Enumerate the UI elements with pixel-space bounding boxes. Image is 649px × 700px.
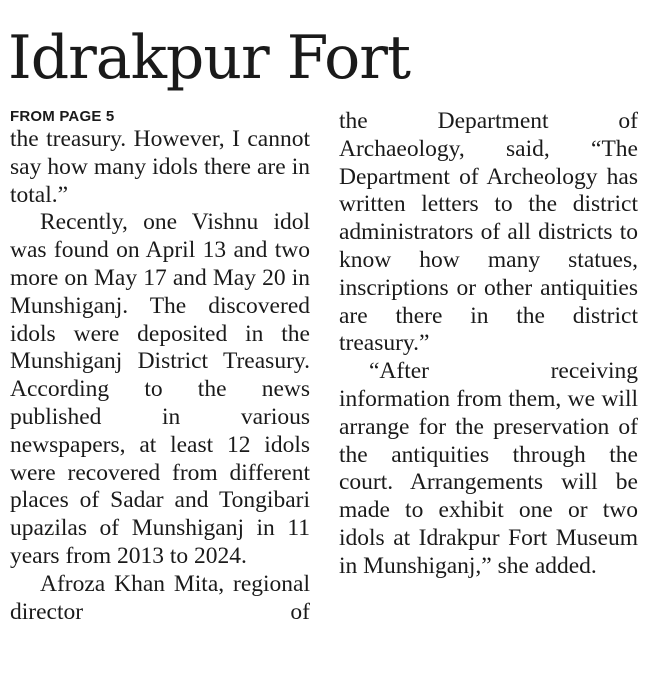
paragraph: Recently, one Vishnu idol was found on April 13 and two more on May 17 and May 20 in Munshiganj. The discovered idols were deposited in the Munshiganj District Treasury. According to the news published in various newspapers, at least 12 idols were recovered from different places of Sadar and Tongibari upazilas of Munshiganj in 11 years from 2013 to 2024. <box>10 209 310 569</box>
continuation-kicker: FROM PAGE 5 <box>10 108 115 125</box>
paragraph: Afroza Khan Mita, regional director of <box>10 570 310 625</box>
paragraph: the treasury. However, I cannot say how many idols there are in total.” <box>10 126 310 208</box>
headline: Idrakpur Fort <box>8 23 410 93</box>
article-column-right <box>339 108 638 581</box>
article-column-left <box>10 108 310 626</box>
paragraph: “After receiving information from them, we will arrange for the preservation of the antiquities through the court. Arrangements will be made to exhibit one or two idols at Idrakpur Fort Museum in Munshiganj,” she added. <box>339 358 638 579</box>
paragraph: the Department of Archaeology, said, “The Department of Archeology has written letters to the district administrators of all districts to know how many statues, inscriptions or other antiquities are there in the district treasury.” <box>339 108 638 357</box>
